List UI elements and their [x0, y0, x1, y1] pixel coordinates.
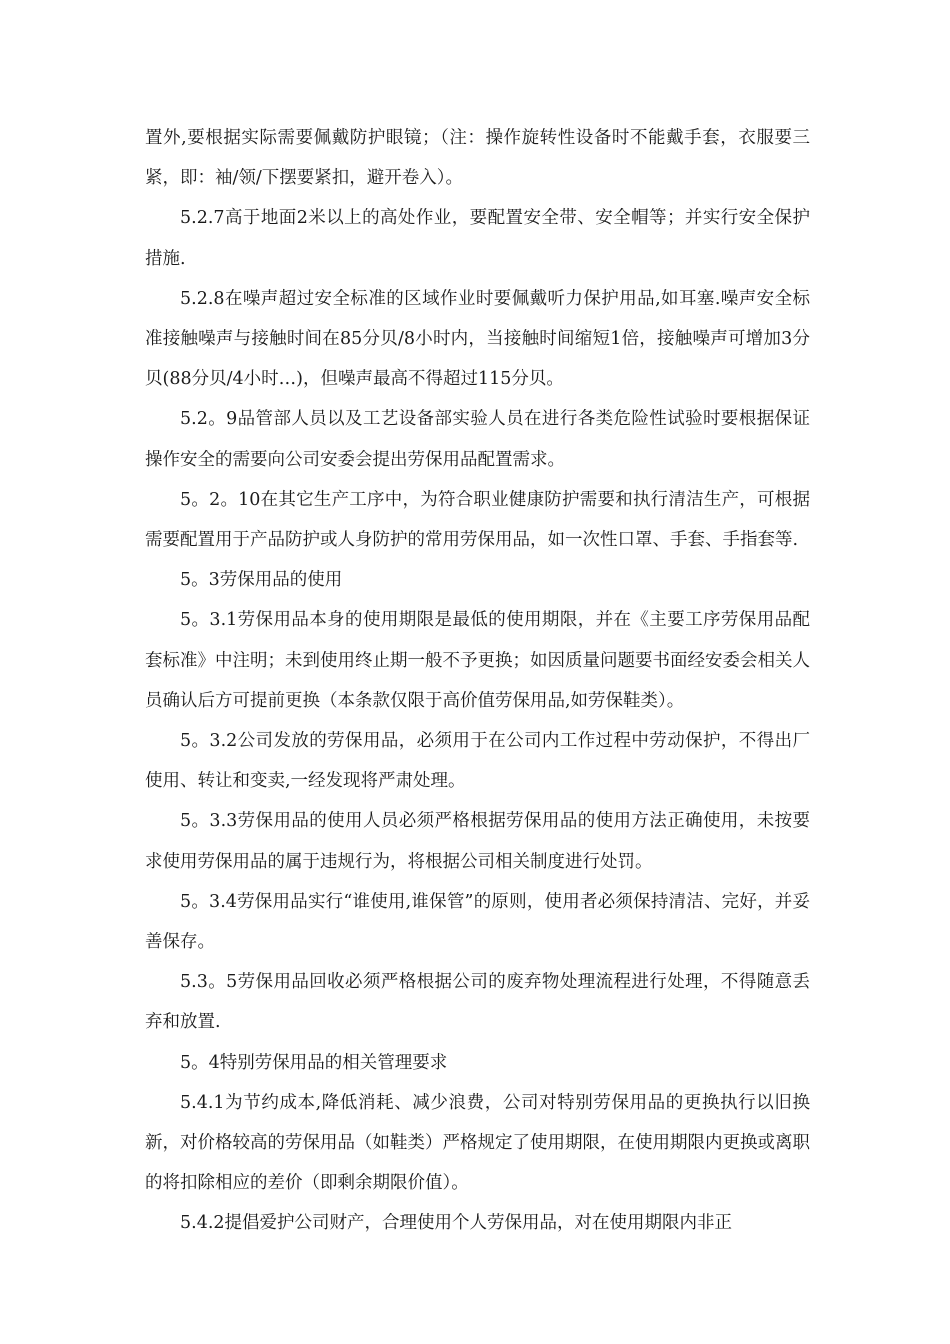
section-heading-5-3: 5。3劳保用品的使用	[180, 570, 343, 591]
document-body	[145, 118, 810, 1244]
paragraph-5-3-3: 5。3.3劳保用品的使用人员必须严格根据劳保用品的使用方法正确使用，未按要求使用劳保用品的属于违规行为，将根据公司相关制度进行处罚。	[145, 811, 810, 872]
paragraph-5-3-2: 5。3.2公司发放的劳保用品，必须用于在公司内工作过程中劳动保护，不得出厂使用、转让和变卖,一经发现将严肃处理。	[145, 731, 810, 792]
paragraph-continuation: 置外,要根据实际需要佩戴防护眼镜；（注：操作旋转性设备时不能戴手套，衣服要三紧，即：袖/领/下摆要紧扣，避开卷入）。	[145, 128, 810, 189]
paragraph-5-4-2: 5.4.2提倡爱护公司财产，合理使用个人劳保用品，对在使用期限内非正	[180, 1213, 733, 1234]
paragraph-5-2-7: 5.2.7高于地面2米以上的高处作业，要配置安全带、安全帽等；并实行安全保护措施.	[145, 208, 810, 269]
paragraph-5-2-10: 5。2。10在其它生产工序中，为符合职业健康防护需要和执行清洁生产，可根据需要配置用于产品防护或人身防护的常用劳保用品，如一次性口罩、手套、手指套等.	[145, 489, 810, 551]
paragraph-5-3-4: 5。3.4劳保用品实行“谁使用,谁保管”的原则，使用者必须保持清洁、完好，并妥善保存。	[145, 891, 810, 953]
section-heading-5-4: 5。4特别劳保用品的相关管理要求	[180, 1052, 448, 1073]
paragraph-5-2-9: 5.2。9品管部人员以及工艺设备部实验人员在进行各类危险性试验时要根据保证操作安全的需要向公司安委会提出劳保用品配置需求。	[145, 409, 810, 470]
paragraph-5-2-8: 5.2.8在噪声超过安全标准的区域作业时要佩戴听力保护用品,如耳塞.噪声安全标准接触噪声与接触时间在85分贝/8小时内，当接触时间缩短1倍，接触噪声可增加3分贝(88分贝/4小时…)，但噪声最高不得超过115分贝。	[145, 288, 810, 390]
paragraph-5-4-1: 5.4.1为节约成本,降低消耗、减少浪费，公司对特别劳保用品的更换执行以旧换新，对价格较高的劳保用品（如鞋类）严格规定了使用期限，在使用期限内更换或离职的将扣除相应的差价（即剩余期限价值）。	[145, 1092, 810, 1194]
paragraph-5-3-1: 5。3.1劳保用品本身的使用期限是最低的使用期限，并在《主要工序劳保用品配套标准》中注明；未到使用终止期一般不予更换；如因质量问题要书面经安委会相关人员确认后方可提前更换（本条款仅限于高价值劳保用品,如劳保鞋类）。	[145, 610, 810, 711]
paragraph-5-3-5: 5.3。5劳保用品回收必须严格根据公司的废弃物处理流程进行处理，不得随意丢弃和放置.	[145, 972, 810, 1033]
